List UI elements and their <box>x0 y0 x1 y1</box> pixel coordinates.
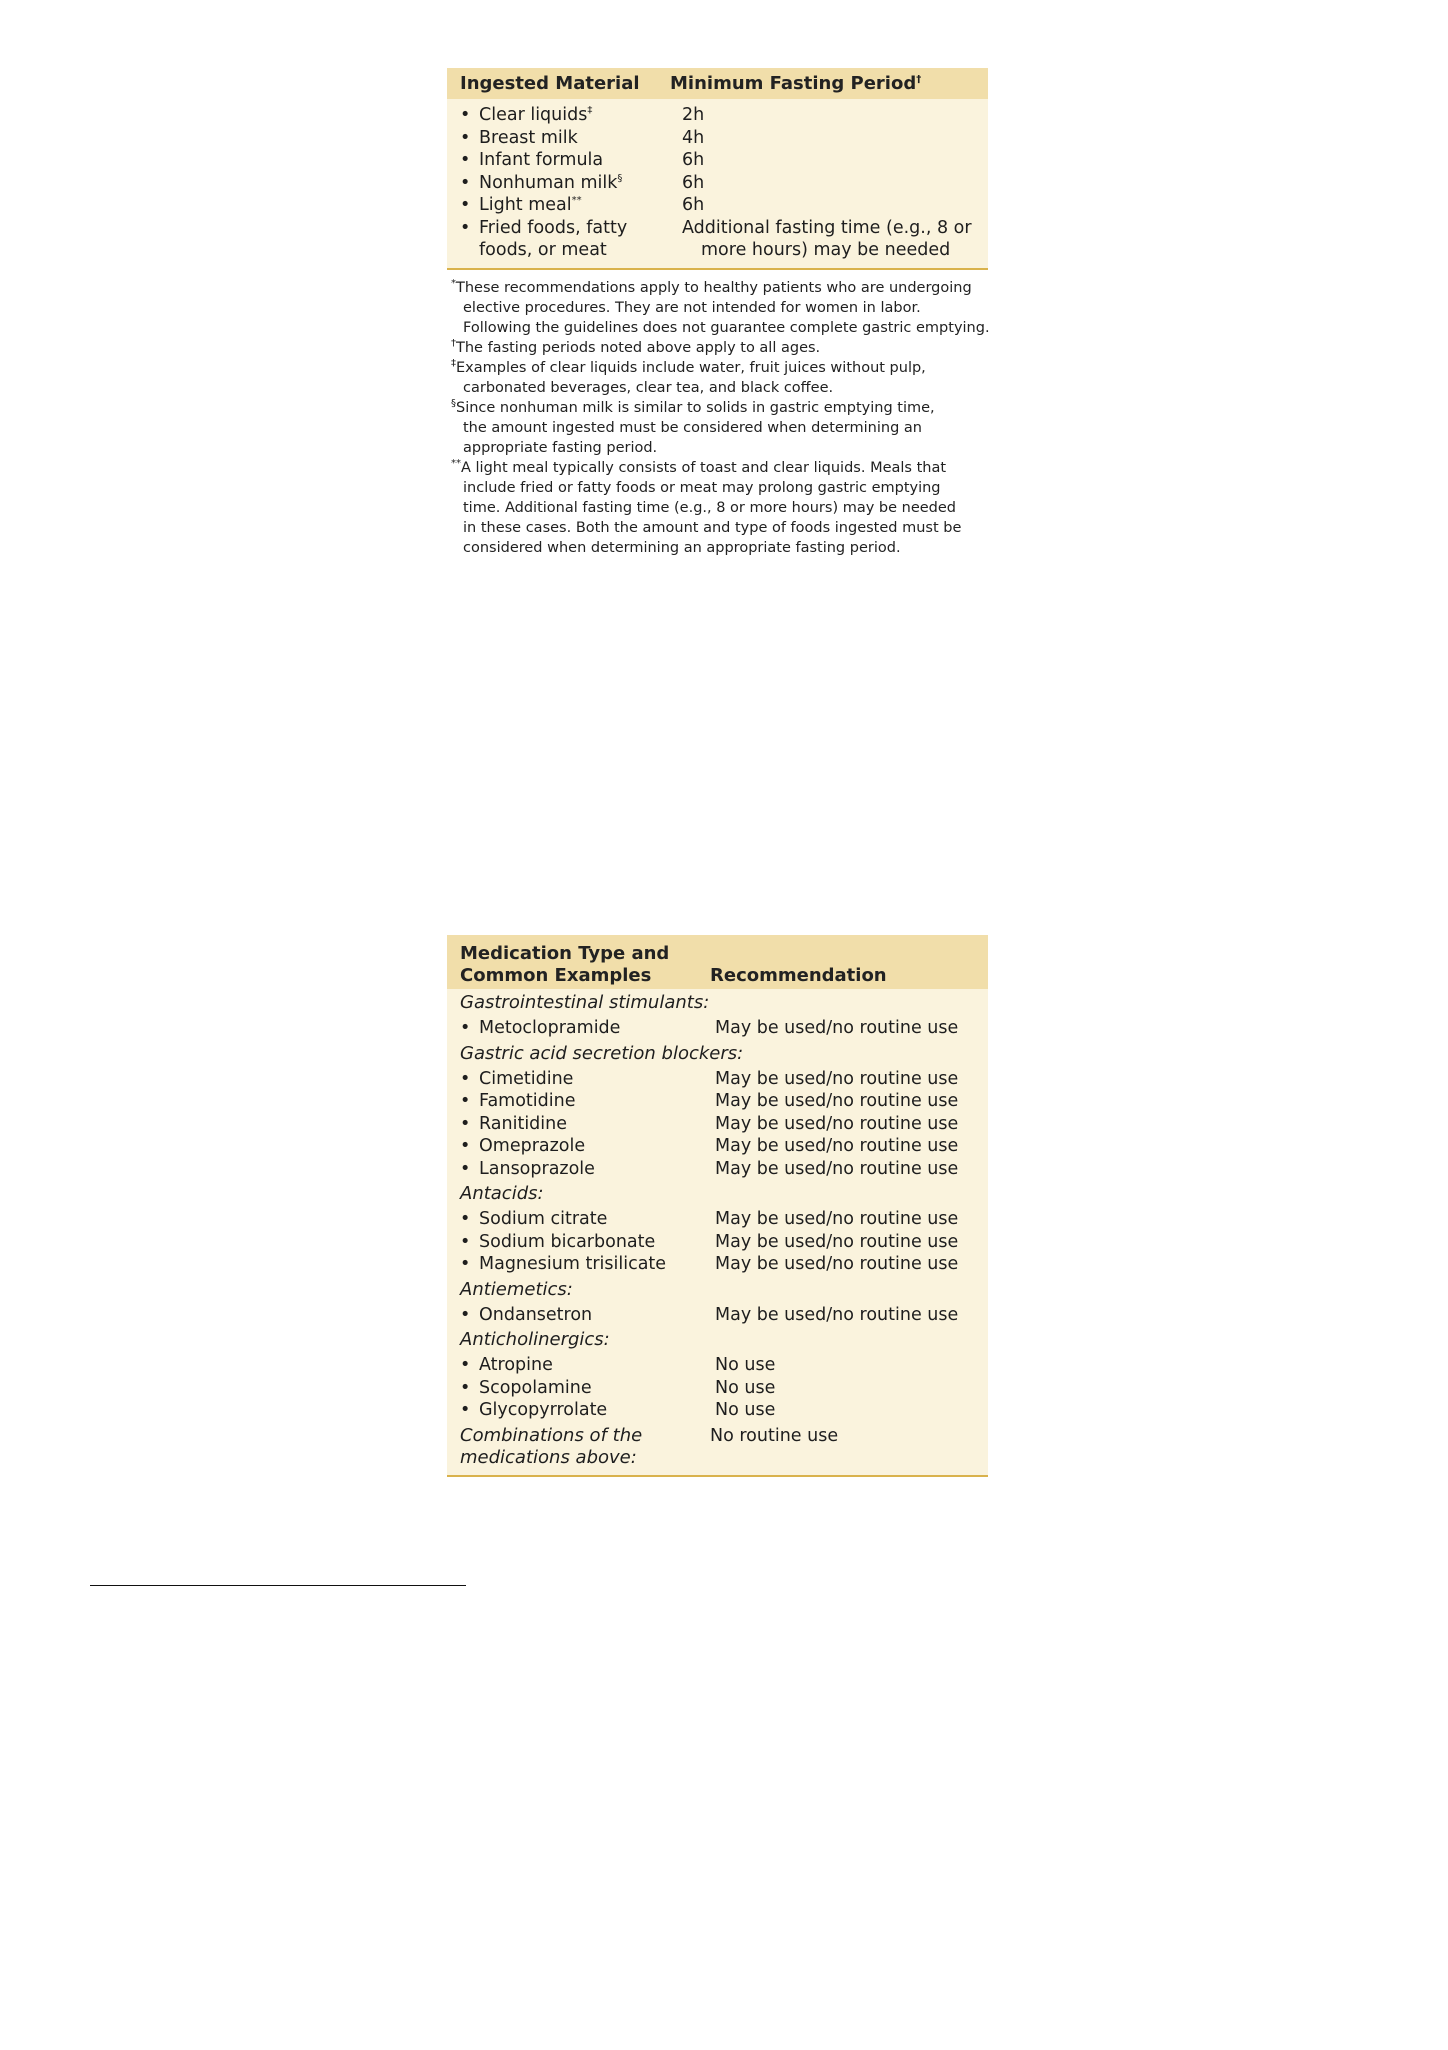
bullet: • <box>460 1231 471 1252</box>
material-name: Nonhuman milk§ <box>479 172 623 193</box>
bullet: • <box>460 1018 471 1038</box>
table-row <box>447 194 988 217</box>
bullet: • <box>460 1158 471 1179</box>
recommendation: May be used/no routine use <box>715 1209 959 1229</box>
table-row <box>447 1354 988 1377</box>
category-heading: Antacids: <box>460 1183 544 1204</box>
table-row <box>447 1017 988 1040</box>
medication-name: Lansoprazole <box>479 1158 595 1179</box>
fasting-table-body <box>447 99 988 268</box>
fasting-period: 4h <box>682 127 705 148</box>
table-row <box>447 1304 988 1327</box>
footnote: ‡Examples of clear liquids include water, fruit juices without pulp, carbonated beverages, clear tea, and black coffee. <box>451 358 926 396</box>
footnote: †The fasting periods noted above apply to all ages. <box>451 338 821 356</box>
medication-name: Magnesium trisilicate <box>479 1254 667 1274</box>
table-row <box>447 104 988 127</box>
bullet: • <box>460 1209 471 1229</box>
table-row <box>447 149 988 172</box>
fasting-period: Additional fasting time (e.g., 8 or more hours) may be needed <box>682 217 972 260</box>
medication-table-body <box>447 989 988 1475</box>
material-name: Breast milk <box>479 127 578 148</box>
header-footnote-mark: † <box>916 73 922 85</box>
bullet: • <box>460 1304 471 1325</box>
category-heading: Gastrointestinal stimulants: <box>460 992 710 1013</box>
table-row <box>447 217 988 262</box>
bullet: • <box>460 1377 471 1398</box>
table-row <box>447 1377 988 1400</box>
recommendation: May be used/no routine use <box>715 1136 959 1156</box>
bullet: • <box>460 150 471 170</box>
recommendation: May be used/no routine use <box>715 1113 959 1134</box>
table-row <box>447 1135 988 1158</box>
category-heading: Anticholinergics: <box>460 1329 610 1350</box>
medication-name: Metoclopramide <box>479 1018 621 1038</box>
medication-name: Ondansetron <box>479 1304 593 1325</box>
footnotes <box>447 278 992 558</box>
medication-name: Scopolamine <box>479 1377 592 1398</box>
recommendation: May be used/no routine use <box>715 1304 959 1325</box>
table-row <box>447 127 988 150</box>
bullet: • <box>460 1091 471 1111</box>
table-bottom-rule <box>447 268 988 270</box>
bullet: • <box>460 1136 471 1156</box>
fasting-table-header <box>447 68 988 99</box>
medication-name: Glycopyrrolate <box>479 1400 608 1420</box>
footnote: *These recommendations apply to healthy patients who are undergoing elective procedures. They are not intended for women in labor. Following the guidelines does not guarantee complete gastric emptying. <box>451 278 990 336</box>
table-row <box>447 1231 988 1254</box>
bullet: • <box>460 1355 471 1375</box>
bullet: • <box>460 105 471 125</box>
medication-name: Sodium citrate <box>479 1209 608 1229</box>
footnote: §Since nonhuman milk is similar to solids in gastric emptying time, the amount ingested must be considered when determining an appropriate fasting period. <box>451 398 935 456</box>
recommendation: No use <box>715 1377 776 1398</box>
material-name: Light meal** <box>479 195 582 215</box>
recommendation: May be used/no routine use <box>715 1068 959 1089</box>
fasting-period: 6h <box>682 195 705 215</box>
material-name: Clear liquids‡ <box>479 105 593 125</box>
recommendation: May be used/no routine use <box>715 1231 959 1252</box>
table-row <box>447 172 988 195</box>
recommendation: May be used/no routine use <box>715 1158 959 1179</box>
bullet: • <box>460 127 471 148</box>
medication-name: Famotidine <box>479 1091 576 1111</box>
medication-table <box>447 935 988 1477</box>
recommendation: No use <box>715 1400 776 1420</box>
material-name: Infant formula <box>479 150 604 170</box>
category-heading: Gastric acid secretion blockers: <box>460 1042 744 1064</box>
combination-recommendation: No routine use <box>710 1425 839 1446</box>
table-row <box>447 1158 988 1181</box>
recommendation: May be used/no routine use <box>715 1091 959 1111</box>
bullet: • <box>460 172 471 193</box>
medication-name: Omeprazole <box>479 1136 586 1156</box>
header-recommendation: Recommendation <box>710 965 887 986</box>
fasting-period: 6h <box>682 150 705 170</box>
header-min-fasting-period: Minimum Fasting Period† <box>670 72 922 94</box>
combination-label: Combinations of the medications above: <box>460 1424 643 1468</box>
medication-table-header <box>447 935 988 989</box>
medication-name: Cimetidine <box>479 1068 574 1089</box>
combination-row <box>447 1422 988 1469</box>
table-row <box>447 1113 988 1136</box>
bullet: • <box>460 1400 471 1420</box>
material-name: Fried foods, fatty foods, or meat <box>479 217 628 260</box>
fasting-table <box>447 68 988 270</box>
footnote: **A light meal typically consists of toast and clear liquids. Meals that include fried or fatty foods or meat may prolong gastric emptying time. Additional fasting time (e.g., 8 or more hours) may be needed in these cases. Both the amount and type of foods ingested must be considered when determining an appropriate fasting period. <box>451 458 962 556</box>
table-row <box>447 1399 988 1422</box>
table-row <box>447 1090 988 1113</box>
bullet: • <box>460 217 471 238</box>
recommendation: May be used/no routine use <box>715 1018 959 1038</box>
table-row <box>447 1208 988 1231</box>
medication-name: Sodium bicarbonate <box>479 1231 656 1252</box>
table-row <box>447 1253 988 1276</box>
bullet: • <box>460 1068 471 1089</box>
recommendation: May be used/no routine use <box>715 1254 959 1274</box>
bullet: • <box>460 1254 471 1274</box>
header-medication-type: Medication Type and Common Examples <box>460 943 670 986</box>
fasting-period: 6h <box>682 172 705 193</box>
medication-name: Ranitidine <box>479 1113 568 1134</box>
bullet: • <box>460 1113 471 1134</box>
fasting-period: 2h <box>682 105 705 125</box>
footnote-separator-rule <box>90 1585 466 1586</box>
medication-name: Atropine <box>479 1355 553 1375</box>
category-heading: Antiemetics: <box>460 1278 573 1300</box>
header-ingested-material: Ingested Material <box>460 72 640 94</box>
bullet: • <box>460 195 471 215</box>
table-bottom-rule <box>447 1475 988 1477</box>
table-row <box>447 1068 988 1091</box>
recommendation: No use <box>715 1355 776 1375</box>
